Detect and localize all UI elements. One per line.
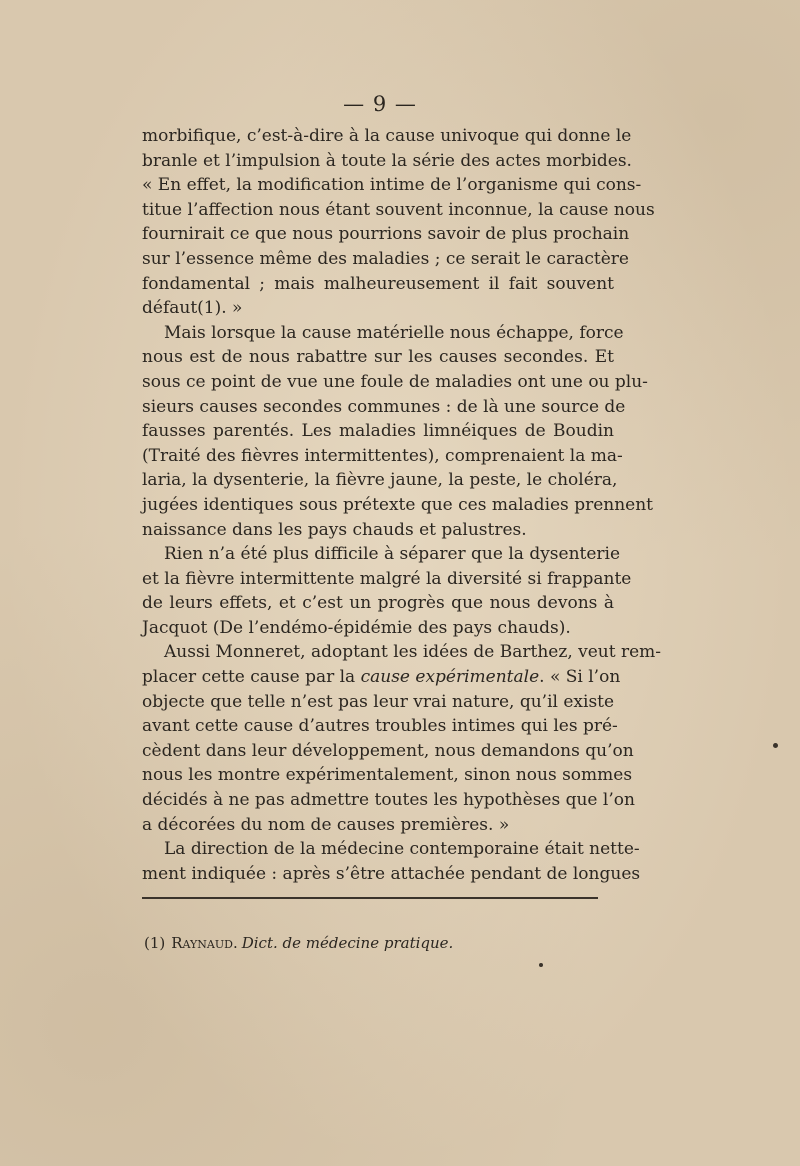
text-line: de leurs effets, et c’est un progrès que nous devons à <box>142 593 614 614</box>
text-line: sur l’essence même des maladies ; ce serait le caractère <box>142 248 629 269</box>
text-line: et la fièvre intermittente malgré la diversité si frappante <box>142 568 632 589</box>
text-segment: placer cette cause par la <box>142 667 361 688</box>
ink-speck <box>773 743 778 748</box>
text-segment: . « Si l’on <box>539 667 621 688</box>
text-line: (Traité des fièvres intermittentes), comprenaient la ma- <box>142 445 623 466</box>
text-line: sous ce point de vue une foule de maladies ont une ou plu- <box>142 371 648 392</box>
text-line: Jacquot (De l’endémo-épidémie des pays chauds). <box>142 617 571 638</box>
text-line: titue l’affection nous étant souvent inconnue, la cause nous <box>142 199 655 220</box>
text-line: ment indiquée : après s’être attachée pendant de longues <box>142 863 641 884</box>
italic-phrase: cause expérimentale <box>360 667 540 688</box>
text-line-with-italic <box>142 665 621 690</box>
ink-speck <box>539 963 543 967</box>
text-line: a décorées du nom de causes premières. » <box>142 814 510 835</box>
text-line: Aussi Monneret, adoptant les idées de Barthez, veut rem- <box>164 642 662 663</box>
footnote-number: (1) <box>144 934 166 952</box>
body-text <box>142 124 662 886</box>
page-number: — 9 — <box>343 92 417 116</box>
text-line: défaut(1). » <box>142 298 243 319</box>
text-line: décidés à ne pas admettre toutes les hypothèses que l’on <box>142 790 635 811</box>
text-line: naissance dans les pays chauds et palustres. <box>142 519 527 540</box>
text-line: morbifique, c’est-à-dire à la cause univoque qui donne le <box>142 126 632 146</box>
text-line: La direction de la médecine contemporaine était nette- <box>164 839 640 860</box>
footnote-work: Dict. de médecine pratique. <box>241 934 454 952</box>
text-line: Mais lorsque la cause matérielle nous échappe, force <box>164 322 624 343</box>
text-line: nous les montre expérimentalement, sinon nous sommes <box>142 765 633 786</box>
text-line: fondamental ; mais malheureusement il fait souvent <box>142 273 614 294</box>
text-line: nous est de nous rabattre sur les causes secondes. Et <box>142 347 614 368</box>
footnote-divider <box>142 897 598 899</box>
footnote-author: Raynaud. <box>171 934 238 952</box>
text-line: branle et l’impulsion à toute la série des actes morbides. <box>142 150 632 171</box>
text-line: jugées identiques sous prétexte que ces maladies prennent <box>142 494 653 515</box>
text-line: cèdent dans leur développement, nous demandons qu’on <box>142 740 634 761</box>
text-line: avant cette cause d’autres troubles intimes qui les pré- <box>142 716 618 737</box>
text-line: « En effet, la modification intime de l’organisme qui cons- <box>142 175 642 196</box>
footnote <box>144 934 453 952</box>
text-line: laria, la dysenterie, la fièvre jaune, la peste, le choléra, <box>142 470 618 491</box>
text-line: Rien n’a été plus difficile à séparer que la dysenterie <box>164 544 621 565</box>
text-line: fausses parentés. Les maladies limnéiques de Boudin <box>142 421 614 442</box>
text-line: objecte que telle n’est pas leur vrai nature, qu’il existe <box>142 691 615 712</box>
text-line: fournirait ce que nous pourrions savoir de plus prochain <box>142 224 630 245</box>
text-line: sieurs causes secondes communes : de là une source de <box>142 396 626 417</box>
